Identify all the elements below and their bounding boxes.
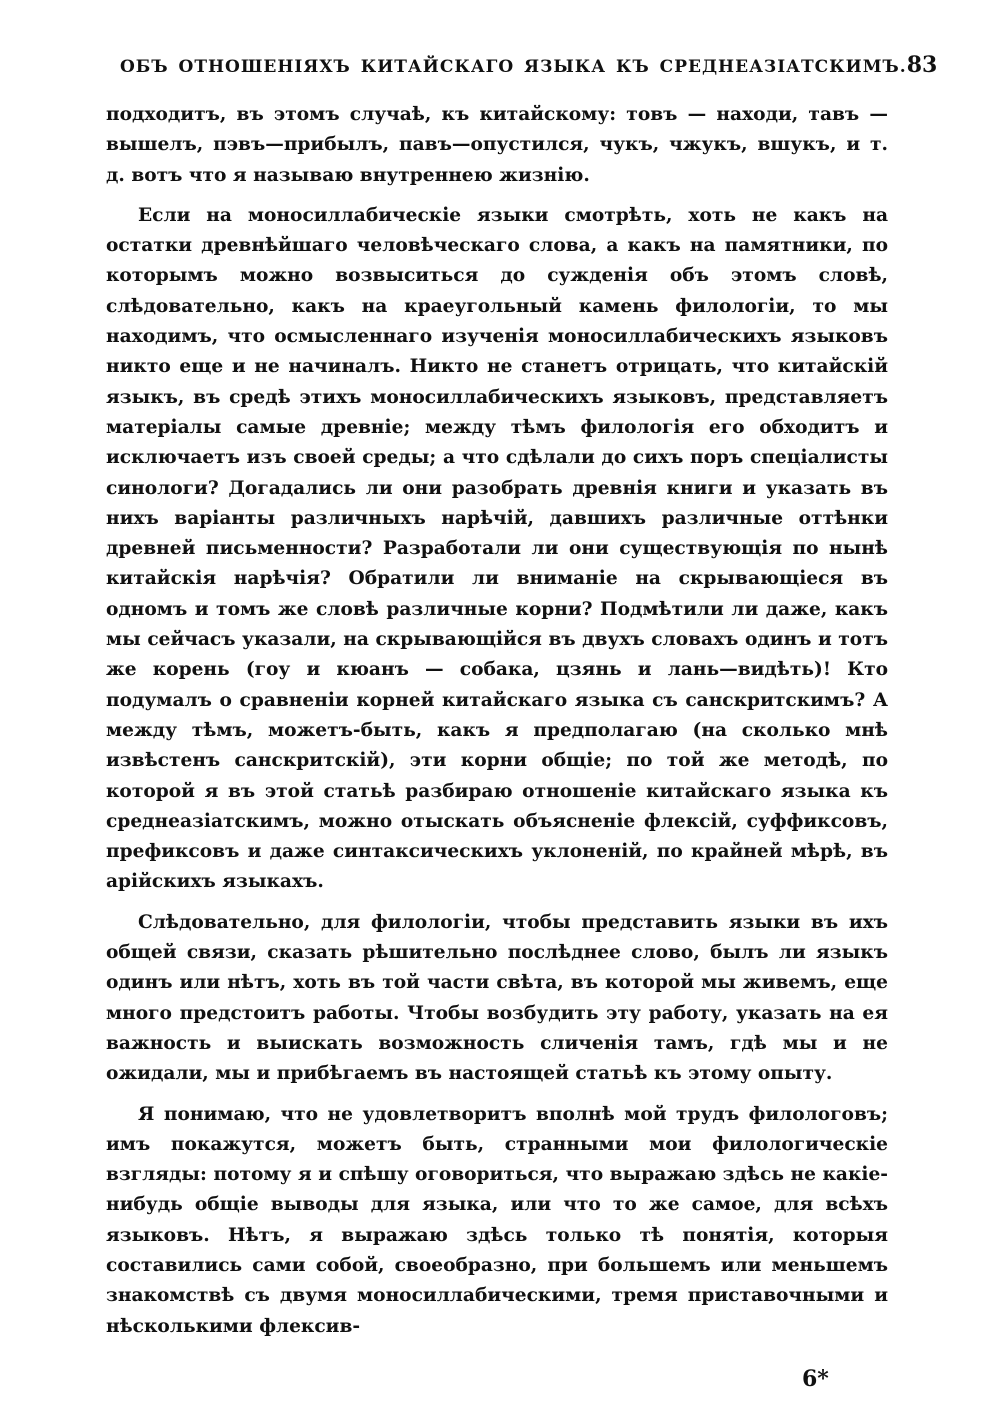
page-number: 83 — [906, 52, 938, 78]
paragraph-2: Если на моносиллабическіе языки смотрѣть, хоть не какъ на остатки древнѣйшаго человѣческаго слова, а какъ на памятники, по которымъ можно возвыситься до сужденія объ этомъ словѣ, слѣдовательно, какъ на краеугольный камень филологіи, то мы находимъ, что осмысленнаго изученія моносиллабическихъ языковъ никто еще и не начиналъ. Никто не станетъ отрицать, что китайскій языкъ, въ средѣ этихъ моносиллабическихъ языковъ, представляетъ матеріалы самые древніе; между тѣмъ филологія его обходитъ и исключаетъ изъ своей среды; а что сдѣлали до сихъ поръ спеціалисты синологи? Догадались ли они разобрать древнія книги и указать въ нихъ варіанты различныхъ нарѣчій, давшихъ различные оттѣнки древней письменности? Разработали ли они существующія по нынѣ китайскія нарѣчія? Обратили ли вниманіе на скрывающіеся въ одномъ и томъ же словѣ различные корни? Подмѣтили ли даже, какъ мы сейчасъ указали, на скрывающійся въ двухъ словахъ одинъ и тотъ же корень (гоу и кюанъ — собака, цзянь и лань—видѣть)! Кто подумалъ о сравненіи корней китайскаго языка съ санскритскимъ? А между тѣмъ, можетъ-быть, какъ я предполагаю (на сколько мнѣ извѣстенъ санскритскій), эти корни общіе; по той же методѣ, по которой я въ этой статьѣ разбираю отношеніе китайскаго языка къ среднеазіатскимъ, можно отыскать объясненіе флексій, суффиксовъ, префиксовъ и даже синтаксическихъ уклоненій, по крайней мѣрѣ, въ арійскихъ языкахъ. — [106, 204, 888, 893]
paragraph-3: Слѣдовательно, для филологіи, чтобы представить языки въ ихъ общей связи, сказать рѣшительно послѣднее слово, былъ ли языкъ одинъ или нѣтъ, хоть въ той части свѣта, въ которой мы живемъ, еще много предстоитъ работы. Чтобы возбудить эту работу, указать на ея важность и выискать возможность сличенія тамъ, гдѣ мы и не ожидали, мы и прибѣгаемъ въ настоящей статьѣ къ этому опыту. — [106, 911, 888, 1085]
running-head — [106, 52, 938, 78]
page — [106, 52, 938, 1352]
paragraph-1: подходитъ, въ этомъ случаѣ, къ китайскому: товъ — находи, тавъ — вышелъ, пэвъ—прибылъ, павъ—опустился, чукъ, чжукъ, вшукъ, и т. д. вотъ что я называю внутреннею жизнію. — [106, 104, 888, 186]
signature-mark: 6* — [802, 1366, 829, 1392]
body-text — [106, 100, 888, 1342]
paragraph-4: Я понимаю, что не удовлетворитъ вполнѣ мой трудъ филологовъ; имъ покажутся, можетъ быть, странными мои филологическіе взгляды: потому я и спѣшу оговориться, что выражаю здѣсь не какіе-нибудь общіе выводы для языка, или что то же самое, для всѣхъ языковъ. Нѣтъ, я выражаю здѣсь только тѣ понятія, которыя составились сами собой, своеобразно, при большемъ или меньшемъ знакомствѣ съ двумя моносиллабическими, тремя приставочными и нѣсколькими флексив- — [106, 1103, 888, 1337]
running-title: ОБЪ ОТНОШЕНІЯХЪ КИТАЙСКАГО ЯЗЫКА КЪ СРЕДНЕАЗІАТСКИМЪ. — [120, 57, 907, 77]
